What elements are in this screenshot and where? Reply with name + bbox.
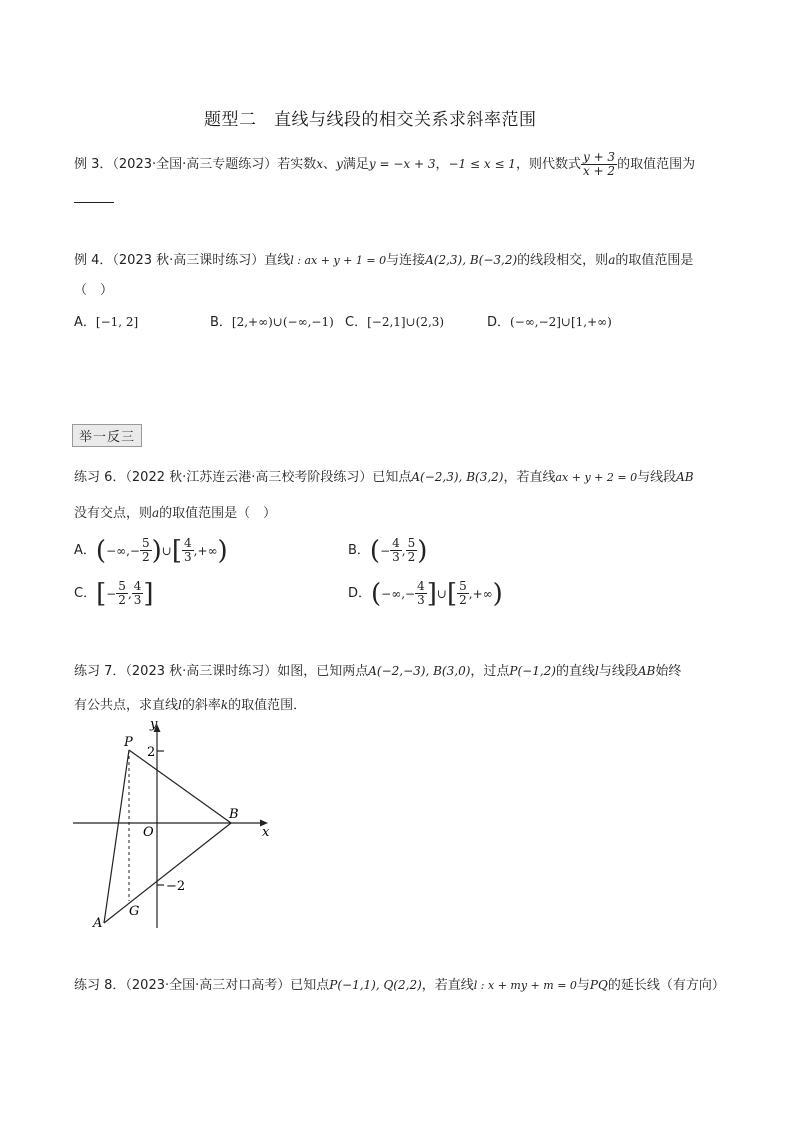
ex4-line: l : ax + y + 1 = 0	[290, 254, 387, 267]
p6-d-part1: −∞,−	[381, 586, 416, 601]
ex4-points: A(2,3), B(−3,2)	[425, 253, 518, 267]
segment-AB	[104, 823, 231, 923]
p6-c-comma: ,	[127, 586, 132, 601]
ex4-option-d[interactable]	[487, 314, 612, 331]
ex3-lead: 例 3．（2023·全国·高三专题练习）若实数	[74, 157, 317, 172]
practice-7	[74, 663, 681, 680]
ex4-option-a-value: [−1, 2]	[95, 315, 139, 329]
frac-den: 3	[133, 593, 142, 607]
ex3-x: x	[316, 157, 324, 171]
practice-badge: 举一反三	[72, 424, 142, 447]
p8-seg: PQ	[589, 978, 608, 992]
p6-line2b: 的取值范围是（ ）	[159, 506, 277, 521]
ex3-y: y	[336, 157, 343, 171]
p6-b-comma: ,	[401, 543, 406, 558]
point-label-B: B	[229, 807, 239, 822]
p6-a-part1: −∞,−	[106, 543, 140, 558]
x-axis-label: x	[262, 825, 270, 840]
frac-num: 5	[141, 536, 150, 550]
bracket-close: )	[217, 535, 228, 566]
segment-PB	[129, 750, 231, 823]
p6-d-frac1	[415, 580, 427, 607]
frac-den: 3	[392, 550, 400, 564]
p7-P: P(−1,2)	[509, 664, 556, 678]
bracket-close: )	[151, 535, 162, 566]
ex3-then: ，则代数式	[515, 157, 581, 172]
example-3	[74, 151, 695, 178]
bracket-open: [	[171, 535, 182, 566]
p6-line2: 没有交点，则	[74, 506, 153, 521]
p7-line2b: 的斜率	[181, 698, 221, 713]
p8-lead: 练习 8．（2023·全国·高三对口高考）已知点	[74, 978, 330, 993]
p6-d-cup: ∪	[436, 586, 447, 601]
p7-k: k	[220, 698, 229, 712]
practice-6-line2	[74, 505, 276, 522]
p6-c-frac1	[116, 580, 128, 607]
bracket-open: [	[96, 578, 107, 609]
p7-l: l	[595, 664, 599, 678]
p7-lead: 练习 7．（2023 秋·高三课时练习）如图，已知两点	[74, 664, 369, 679]
p6-a-frac2	[182, 537, 194, 564]
ex4-paren: （ ）	[74, 283, 114, 298]
p8-mid: ，若直线	[421, 978, 474, 993]
y-axis-label: y	[150, 718, 158, 732]
p7-line2a: 有公共点，求直线	[74, 698, 179, 713]
ex4-option-b[interactable]	[210, 314, 334, 331]
p7-points: A(−2,−3), B(3,0)	[368, 664, 471, 678]
frac-num: 5	[459, 579, 467, 593]
tick-label-minus-2: −2	[166, 879, 186, 894]
frac-den: 2	[407, 550, 416, 564]
ex4-option-b-label: B．	[210, 315, 232, 330]
ex4-option-c-value: [−2,1]∪(2,3)	[367, 315, 445, 329]
p6-c-frac2	[132, 580, 144, 607]
ex4-option-a[interactable]	[74, 314, 138, 331]
bracket-close: ]	[426, 578, 437, 609]
p7-l2: l	[178, 698, 182, 712]
tick-label-2: 2	[147, 745, 156, 760]
ex3-answer-blank[interactable]	[74, 202, 114, 203]
bracket-close: ]	[143, 578, 154, 609]
ex3-cond-label: 满足	[342, 157, 369, 172]
p6-a-frac1	[140, 537, 152, 564]
p7-seg: AB	[637, 664, 656, 678]
p6-a-cup: ∪	[161, 543, 172, 558]
ex3-tail: 的取值范围为	[617, 157, 696, 172]
p6-seg: AB	[676, 470, 694, 484]
p7-tail2: 始终	[655, 664, 682, 679]
p6-option-d-label: D．	[348, 585, 372, 601]
ex4-option-b-value: [2,+∞)∪(−∞,−1)	[231, 315, 334, 329]
bracket-close: )	[417, 535, 428, 566]
p7-mid: ，过点	[470, 664, 510, 679]
ex4-lead: 例 4．（2023 秋·高三课时练习）直线	[74, 253, 291, 268]
frac-num: 4	[133, 579, 142, 593]
point-label-P: P	[124, 735, 133, 750]
point-label-O: O	[143, 825, 154, 840]
p6-b-minus: −	[380, 543, 391, 558]
p6-option-a-label: A．	[74, 542, 96, 558]
p7-tail: 与线段	[598, 664, 638, 679]
frac-num: 5	[407, 536, 416, 550]
coordinate-figure	[68, 718, 288, 933]
frac-num: 4	[184, 536, 192, 550]
ex4-mid: 与连接	[386, 253, 426, 268]
p8-tail2: 的延长线（有方向）	[607, 978, 725, 993]
frac-num: 4	[417, 579, 425, 593]
point-label-G: G	[129, 904, 140, 919]
ex4-tail: 的线段相交，则	[517, 253, 609, 268]
p6-d-frac2	[457, 580, 469, 607]
ex3-cond2: −1 ≤ x ≤ 1	[448, 157, 516, 171]
p6-lead: 练习 6．（2022 秋·江苏连云港·高三校考阶段练习）已知点	[74, 470, 412, 485]
p6-option-c[interactable]	[74, 580, 154, 607]
ex4-option-c-label: C．	[345, 315, 368, 330]
frac-num: 4	[392, 536, 400, 550]
p7-line2c: 的取值范围．	[228, 698, 307, 713]
practice-6	[74, 469, 694, 486]
frac-den: 3	[417, 593, 425, 607]
p8-tail: 与	[576, 978, 590, 993]
section-title: 题型二 直线与线段的相交关系求斜率范围	[204, 110, 537, 130]
frac-den: 2	[459, 593, 467, 607]
ex3-frac-num: y + 3	[582, 150, 616, 164]
ex4-a: a	[608, 253, 616, 267]
p6-tail: 与线段	[637, 470, 677, 485]
p8-points: P(−1,1), Q(2,2)	[329, 978, 422, 992]
ex3-sep: 、	[323, 157, 337, 172]
p6-line: ax + y + 2 = 0	[555, 471, 638, 484]
point-label-A: A	[93, 916, 103, 931]
frac-num: 5	[118, 579, 126, 593]
p6-option-c-label: C．	[74, 585, 97, 601]
segment-PA	[104, 750, 129, 923]
ex3-cond1: y = −x + 3	[368, 157, 436, 171]
p8-line: l : x + my + m = 0	[473, 979, 577, 992]
ex4-option-d-value: (−∞,−2]∪[1,+∞)	[510, 315, 612, 329]
p6-option-d[interactable]	[348, 580, 503, 607]
bracket-open: (	[369, 535, 381, 566]
bracket-close: )	[492, 578, 503, 609]
practice-7-line2	[74, 697, 306, 714]
ex3-frac-den: x + 2	[582, 164, 616, 178]
bracket-open: [	[446, 578, 458, 609]
p6-option-a[interactable]	[74, 537, 228, 564]
ex4-option-a-label: A．	[74, 315, 96, 330]
frac-den: 2	[141, 550, 150, 564]
p6-mid: ，若直线	[503, 470, 556, 485]
ex4-option-c[interactable]	[345, 314, 444, 331]
p6-c-minus: −	[106, 586, 117, 601]
p6-points: A(−2,3), B(3,2)	[411, 470, 504, 484]
ex4-tail2: 的取值范围是	[615, 253, 694, 268]
ex3-fraction	[581, 151, 617, 178]
ex4-option-d-label: D．	[487, 315, 511, 330]
p7-mid2: 的直线	[555, 664, 595, 679]
bracket-open: (	[95, 535, 107, 566]
p6-option-b[interactable]	[348, 537, 427, 564]
p6-a-part2: ,+∞	[193, 543, 218, 558]
example-4	[74, 252, 693, 269]
ex3-comma: ，	[435, 157, 449, 172]
p6-a: a	[152, 506, 160, 520]
frac-den: 3	[184, 550, 192, 564]
p6-b-frac2	[406, 537, 418, 564]
bracket-open: (	[371, 578, 382, 609]
p6-option-b-label: B．	[348, 542, 370, 558]
p6-d-part2: ,+∞	[468, 586, 493, 601]
practice-8	[74, 977, 725, 994]
p6-b-frac1	[390, 537, 402, 564]
frac-den: 2	[118, 593, 126, 607]
